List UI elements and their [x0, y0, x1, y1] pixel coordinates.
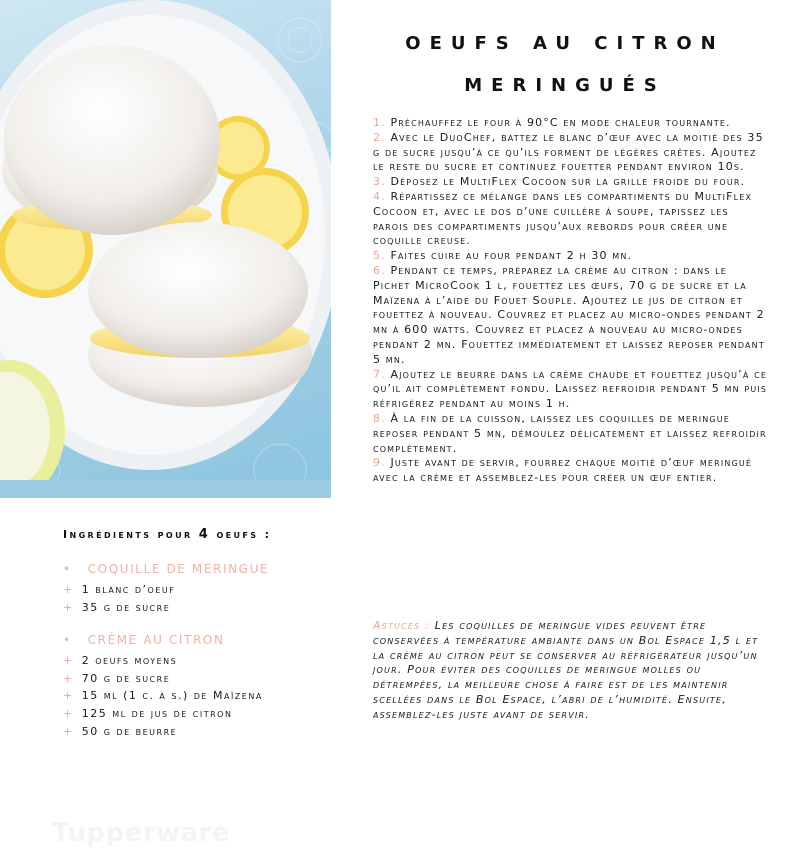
step-7 [373, 368, 768, 412]
meringue-eggs-image [0, 0, 331, 498]
step-number: 6. [373, 263, 386, 277]
step-2 [373, 131, 768, 175]
step-5 [373, 249, 768, 264]
ingredient-text: 15 ml (1 c. à s.) de Maïzena [81, 689, 263, 703]
ingredient-item [63, 599, 269, 617]
ingredient-item [63, 670, 263, 688]
brand-watermark: Tupperware [52, 818, 231, 848]
step-number: 2. [373, 130, 386, 144]
step-text: Pendant ce temps, préparez la crème au citron : dans le Pichet MicroCook 1 l, fouettez les œufs, 70 g de sucre et la Maïzena à l’aide du Fouet Souple. Ajoutez le jus de citron et fouettez à nouveau. Couvrez et placez au micro-ondes pendant 2 mn à 600 watts. Couvrez et placez à nouveau au micro-ondes pendant 2 mn. Fouettez immédiatement et laissez reposer pendant 5 mn. [373, 263, 765, 366]
bullet-icon: • [63, 633, 72, 647]
ingredient-item [63, 705, 263, 723]
recipe-steps [373, 116, 768, 486]
step-8 [373, 412, 768, 456]
ingredient-text: 1 blanc d’oeuf [81, 583, 176, 596]
ingredient-text: 125 ml de jus de citron [81, 707, 233, 721]
ingredient-group-meringue [63, 561, 269, 616]
ingredients-count: 4 [198, 527, 211, 542]
step-number: 1. [373, 116, 386, 129]
step-text: Préchauffez le four à 90°C en mode chaleur tournante. [385, 116, 731, 129]
ingredient-group-name: CRÈME AU CITRON [87, 633, 225, 647]
bullet-icon: • [63, 562, 72, 576]
step-number: 8. [373, 411, 386, 425]
step-number: 9. [373, 456, 386, 470]
step-text: Ajoutez le beurre dans la crème chaude et fouettez jusqu’à ce qu’il ait complètement fondu. Laissez refroidir pendant 5 mn puis réfrigérez pendant au moins 1 h. [373, 367, 768, 411]
ingredients-title [63, 527, 271, 542]
ingredient-item [63, 687, 263, 705]
tips-label: Astuces : [373, 619, 431, 632]
ingredient-item [63, 581, 269, 599]
plus-icon: + [63, 724, 74, 738]
plus-icon: + [63, 583, 74, 596]
recipe-photo [0, 0, 331, 498]
plus-icon: + [63, 707, 74, 721]
step-text: Juste avant de servir, fourrez chaque moitié d’œuf meringué avec la crème et assemblez-les pour créer un œuf entier. [373, 456, 753, 485]
step-text: Faites cuire au four pendant 2 h 30 mn. [385, 249, 633, 263]
tips-paragraph [373, 619, 768, 723]
ingredient-group-heading [63, 561, 269, 581]
ingredient-text: 35 g de sucre [81, 600, 171, 614]
step-number: 5. [373, 249, 386, 263]
step-number: 4. [373, 189, 386, 203]
step-1 [373, 116, 768, 131]
ingredient-text: 2 oeufs moyens [81, 654, 178, 667]
step-3 [373, 175, 768, 190]
step-text: Déposez le MultiFlex Cocoon sur la grille froide du four. [385, 175, 746, 189]
ingredient-item [63, 652, 263, 670]
plus-icon: + [63, 689, 74, 703]
recipe-title-line2: MERINGUÉS [464, 75, 666, 96]
step-number: 3. [373, 175, 386, 189]
ingredient-group-name: COQUILLE DE MERINGUE [87, 562, 270, 576]
tips-text: Les coquilles de meringue vides peuvent être conservées à température ambiante dans un Bol Espace 1,5 l et la crème au citron peut se conserver au réfrigérateur jusqu’un jour. Pour éviter des coquilles de meringue molles ou détrempées, la meilleure chose à faire est de les maintenir scellées dans le Bol Espace, l’abri de l’humidité. Ensuite, assemblez-les juste avant de servir. [373, 619, 759, 721]
recipe-title-line1: OEUFS AU CITRON [405, 33, 725, 54]
step-9 [373, 456, 768, 486]
ingredient-text: 70 g de sucre [81, 671, 171, 685]
ingredient-group-heading [63, 632, 263, 652]
ingredients-title-pre: Ingrédients pour [63, 528, 199, 541]
plus-icon: + [63, 671, 74, 685]
ingredient-group-creme [63, 632, 263, 740]
step-6 [373, 264, 768, 368]
step-text: Avec le DuoChef, battez le blanc d’œuf avec la moitié des 35 g de sucre jusqu’à ce qu’ils forment de légères crêtes. Ajoutez le reste du sucre et continuez fouetter pendant environ 10s. [373, 130, 764, 174]
step-text: Répartissez ce mélange dans les compartiments du MultiFlex Cocoon et, avec le dos d’une cuillère à soupe, tapissez les parois des compartiments jusqu’aux rebords pour créer une coquille creuse. [373, 189, 753, 248]
plus-icon: + [63, 600, 74, 614]
ingredients-title-post: oeufs : [210, 528, 272, 541]
ingredient-text: 50 g de beurre [81, 724, 178, 738]
ingredient-item [63, 723, 263, 741]
step-4 [373, 190, 768, 249]
step-number: 7. [373, 367, 386, 381]
step-text: À la fin de la cuisson, laissez les coquilles de meringue reposer pendant 5 mn, démoulez délicatement et laissez refroidir complètement. [373, 411, 767, 455]
plus-icon: + [63, 654, 74, 667]
